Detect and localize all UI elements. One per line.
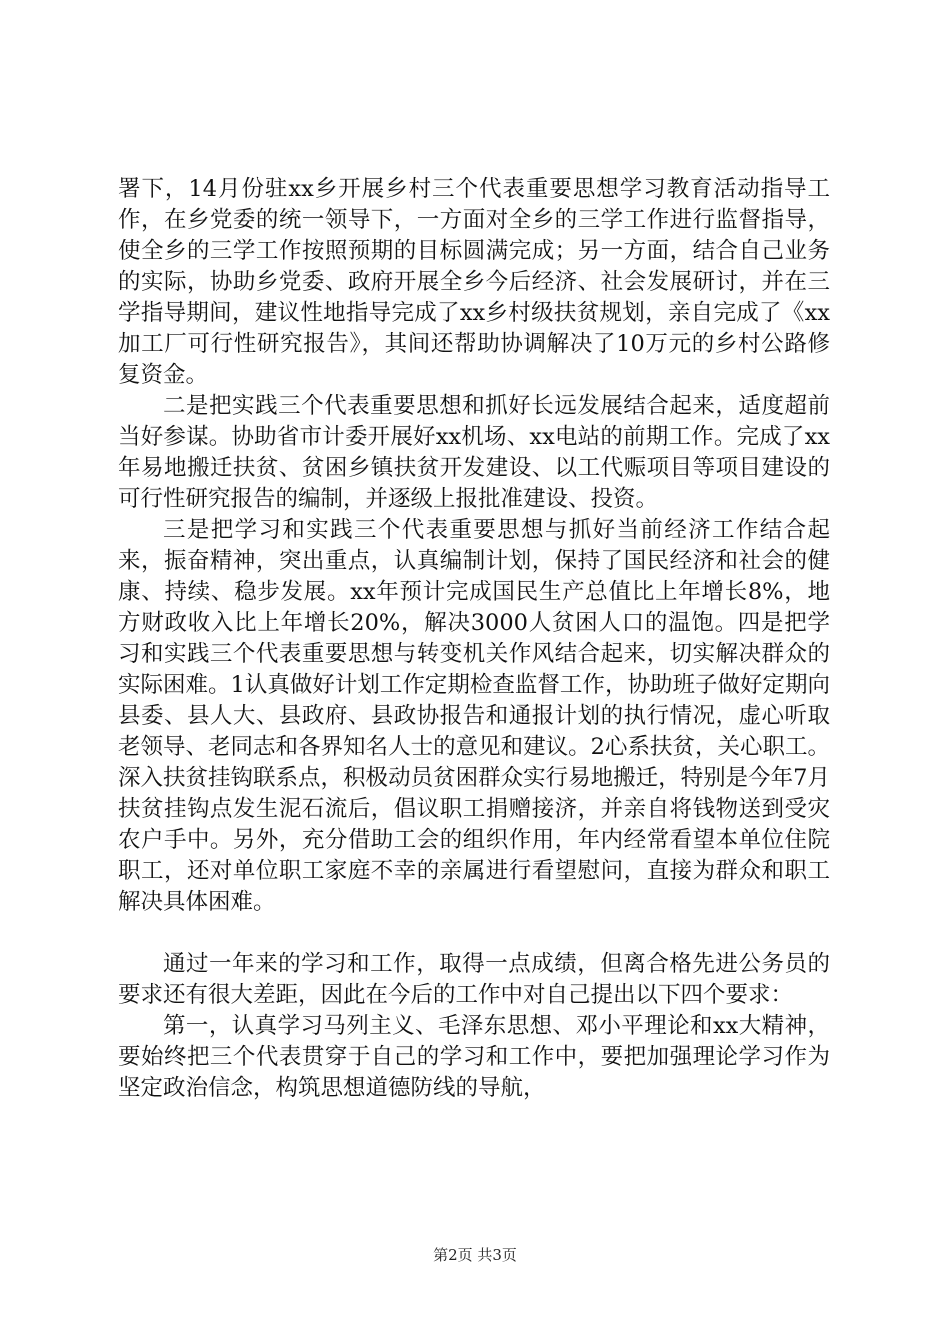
paragraph-point-three-four: 三是把学习和实践三个代表重要思想与抓好当前经济工作结合起来，振奋精神，突出重点，认真编制计划，保持了国民经济和社会的健康、持续、稳步发展。xx年预计完成国民生产总值比上年增长8%，地方财政收入比上年增长20%，解决3000人贫困人口的温饱。四是把学习和实践三个代表重要思想与转变机关作风结合起来，切实解决群众的实际困难。1认真做好计划工作定期检查监督工作，协助班子做好定期向县委、县人大、县政府、县政协报告和通报计划的执行情况，虚心听取老领导、老同志和各界知名人士的意见和建议。2心系扶贫，关心职工。深入扶贫挂钩联系点，积极动员贫困群众实行易地搬迁，特别是今年7月扶贫挂钩点发生泥石流后，倡议职工捐赠接济，并亲自将钱物送到受灾农户手中。另外，充分借助工会的组织作用，年内经常看望本单位住院职工，还对单位职工家庭不幸的亲属进行看望慰问，直接为群众和职工解决具体困难。 (118, 517, 830, 915)
page-number-footer: 第2页 共3页 (433, 1246, 517, 1264)
paragraph-requirement-one: 第一，认真学习马列主义、毛泽东思想、邓小平理论和xx大精神，要始终把三个代表贯穿于自己的学习和工作中，要把加强理论学习作为坚定政治信念，构筑思想道德防线的导航， (118, 1013, 830, 1101)
document-body (118, 174, 830, 1104)
paragraph-summary: 通过一年来的学习和工作，取得一点成绩，但离合格先进公务员的要求还有很大差距，因此在今后的工作中对自己提出以下四个要求： (118, 951, 830, 1008)
paragraph-point-two: 二是把实践三个代表重要思想和抓好长远发展结合起来，适度超前当好参谋。协助省市计委开展好xx机场、xx电站的前期工作。完成了xx年易地搬迁扶贫、贫困乡镇扶贫开发建设、以工代赈项目等项目建设的可行性研究报告的编制，并逐级上报批准建设、投资。 (118, 393, 830, 512)
paragraph-continuation: 署下，14月份驻xx乡开展乡村三个代表重要思想学习教育活动指导工作，在乡党委的统一领导下，一方面对全乡的三学工作进行监督指导，使全乡的三学工作按照预期的目标圆满完成；另一方面，结合自己业务的实际，协助乡党委、政府开展全乡今后经济、社会发展研讨，并在三学指导期间，建议性地指导完成了xx乡村级扶贫规划，亲自完成了《xx加工厂可行性研究报告》，其间还帮助协调解决了10万元的乡村公路修复资金。 (118, 176, 830, 388)
